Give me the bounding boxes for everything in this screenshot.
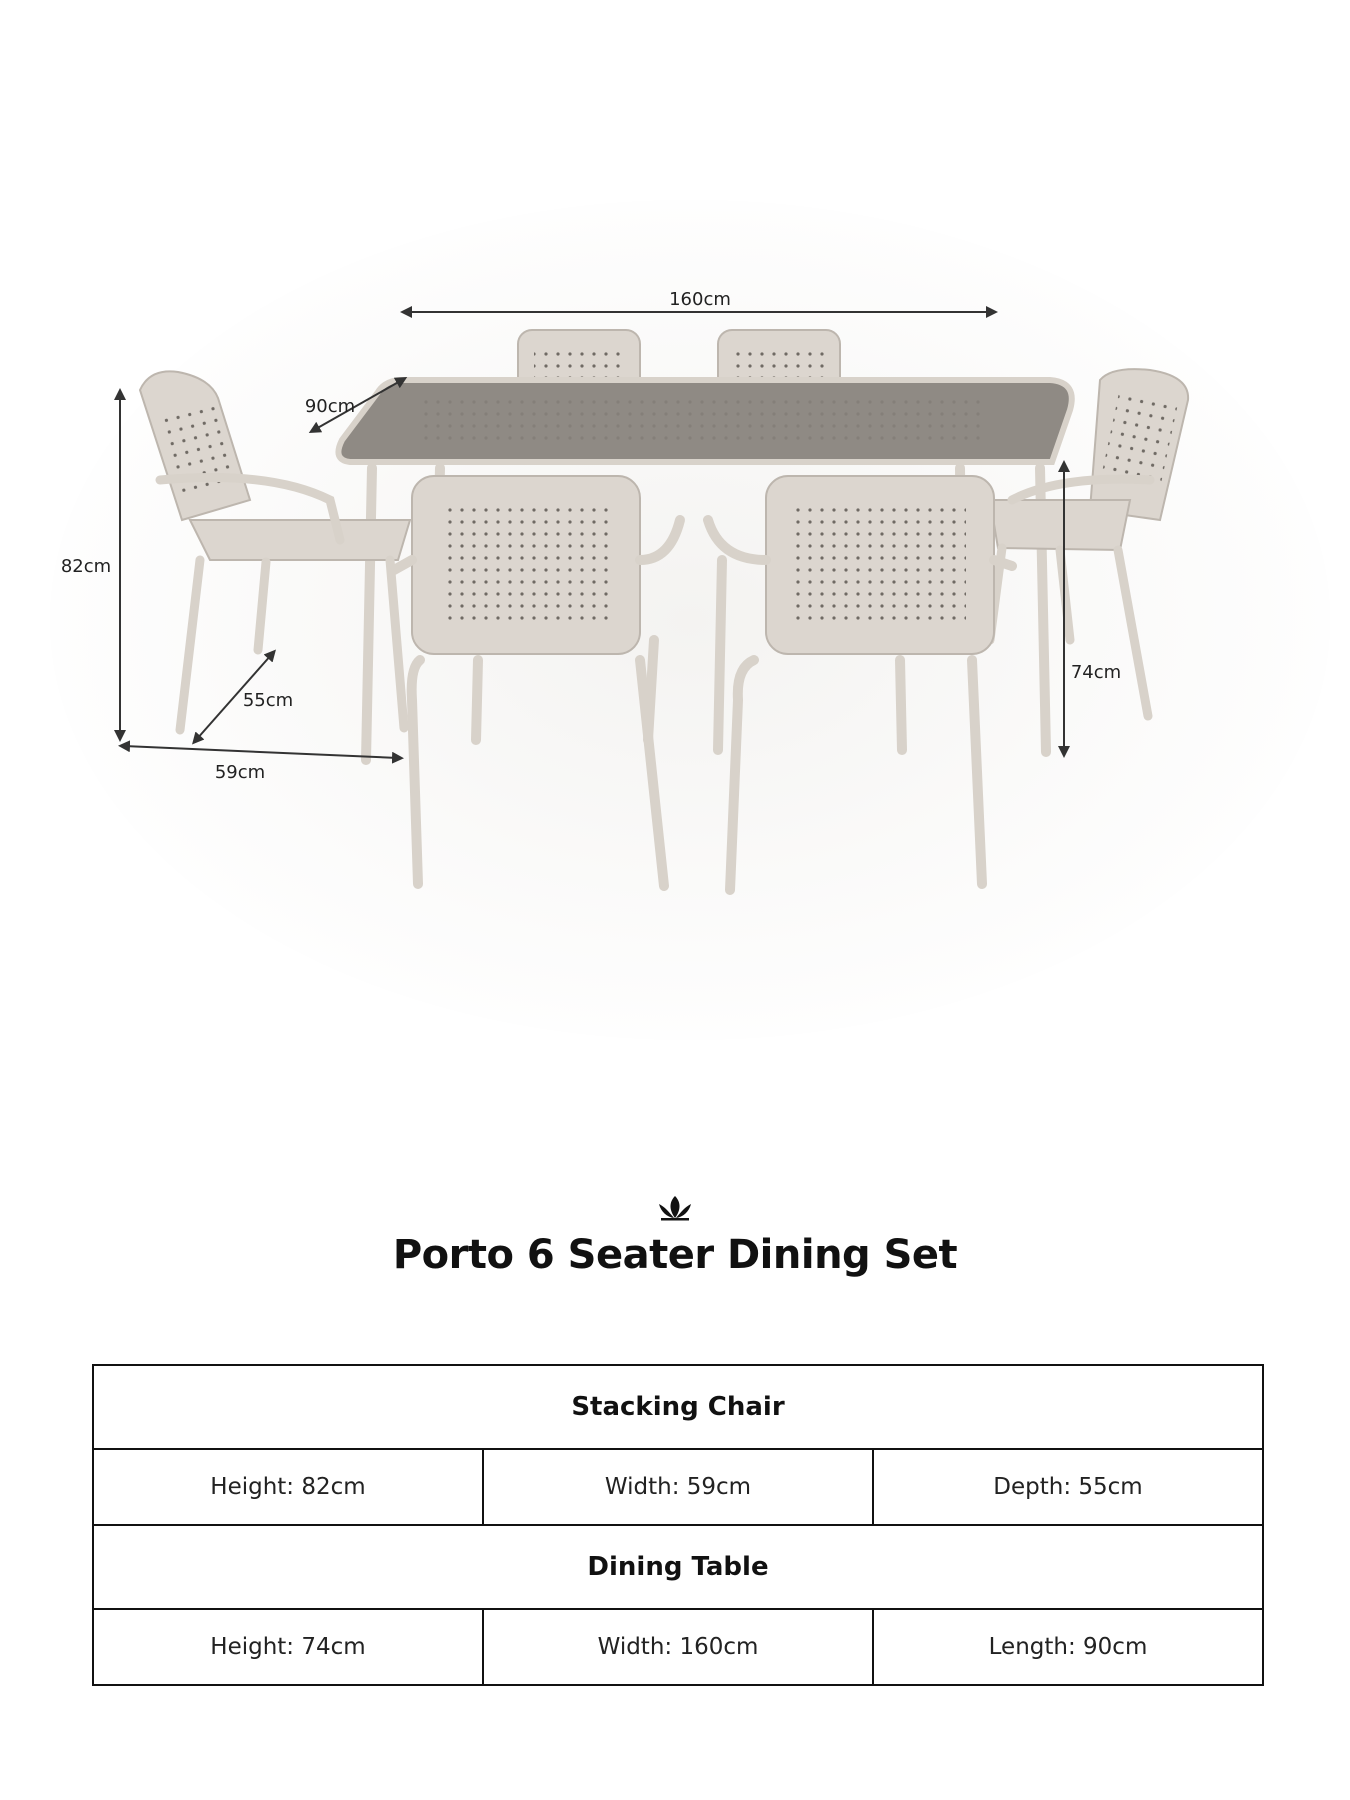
dim-chair-width: 59cm <box>214 762 266 783</box>
chair-depth-cell: Depth: 55cm <box>873 1449 1263 1525</box>
spec-table <box>92 1364 1264 1686</box>
crown-lotus-icon <box>655 1192 695 1222</box>
dim-table-height: 74cm <box>1070 662 1122 683</box>
table-height-cell: Height: 74cm <box>93 1609 483 1685</box>
table-row <box>93 1609 1263 1685</box>
chair-width-cell: Width: 59cm <box>483 1449 873 1525</box>
table-row <box>93 1365 1263 1449</box>
chair-height-cell: Height: 82cm <box>93 1449 483 1525</box>
page-title: Porto 6 Seater Dining Set <box>392 1232 958 1278</box>
table-width-cell: Width: 160cm <box>483 1609 873 1685</box>
table-length-cell: Length: 90cm <box>873 1609 1263 1685</box>
table-row <box>93 1525 1263 1609</box>
dim-table-length: 90cm <box>304 396 356 417</box>
dim-table-width: 160cm <box>669 289 731 310</box>
dim-chair-height: 82cm <box>60 556 112 577</box>
section-heading-dining-table: Dining Table <box>93 1525 1263 1609</box>
table-row <box>93 1449 1263 1525</box>
section-heading-stacking-chair: Stacking Chair <box>93 1365 1263 1449</box>
dim-chair-depth: 55cm <box>242 690 294 711</box>
